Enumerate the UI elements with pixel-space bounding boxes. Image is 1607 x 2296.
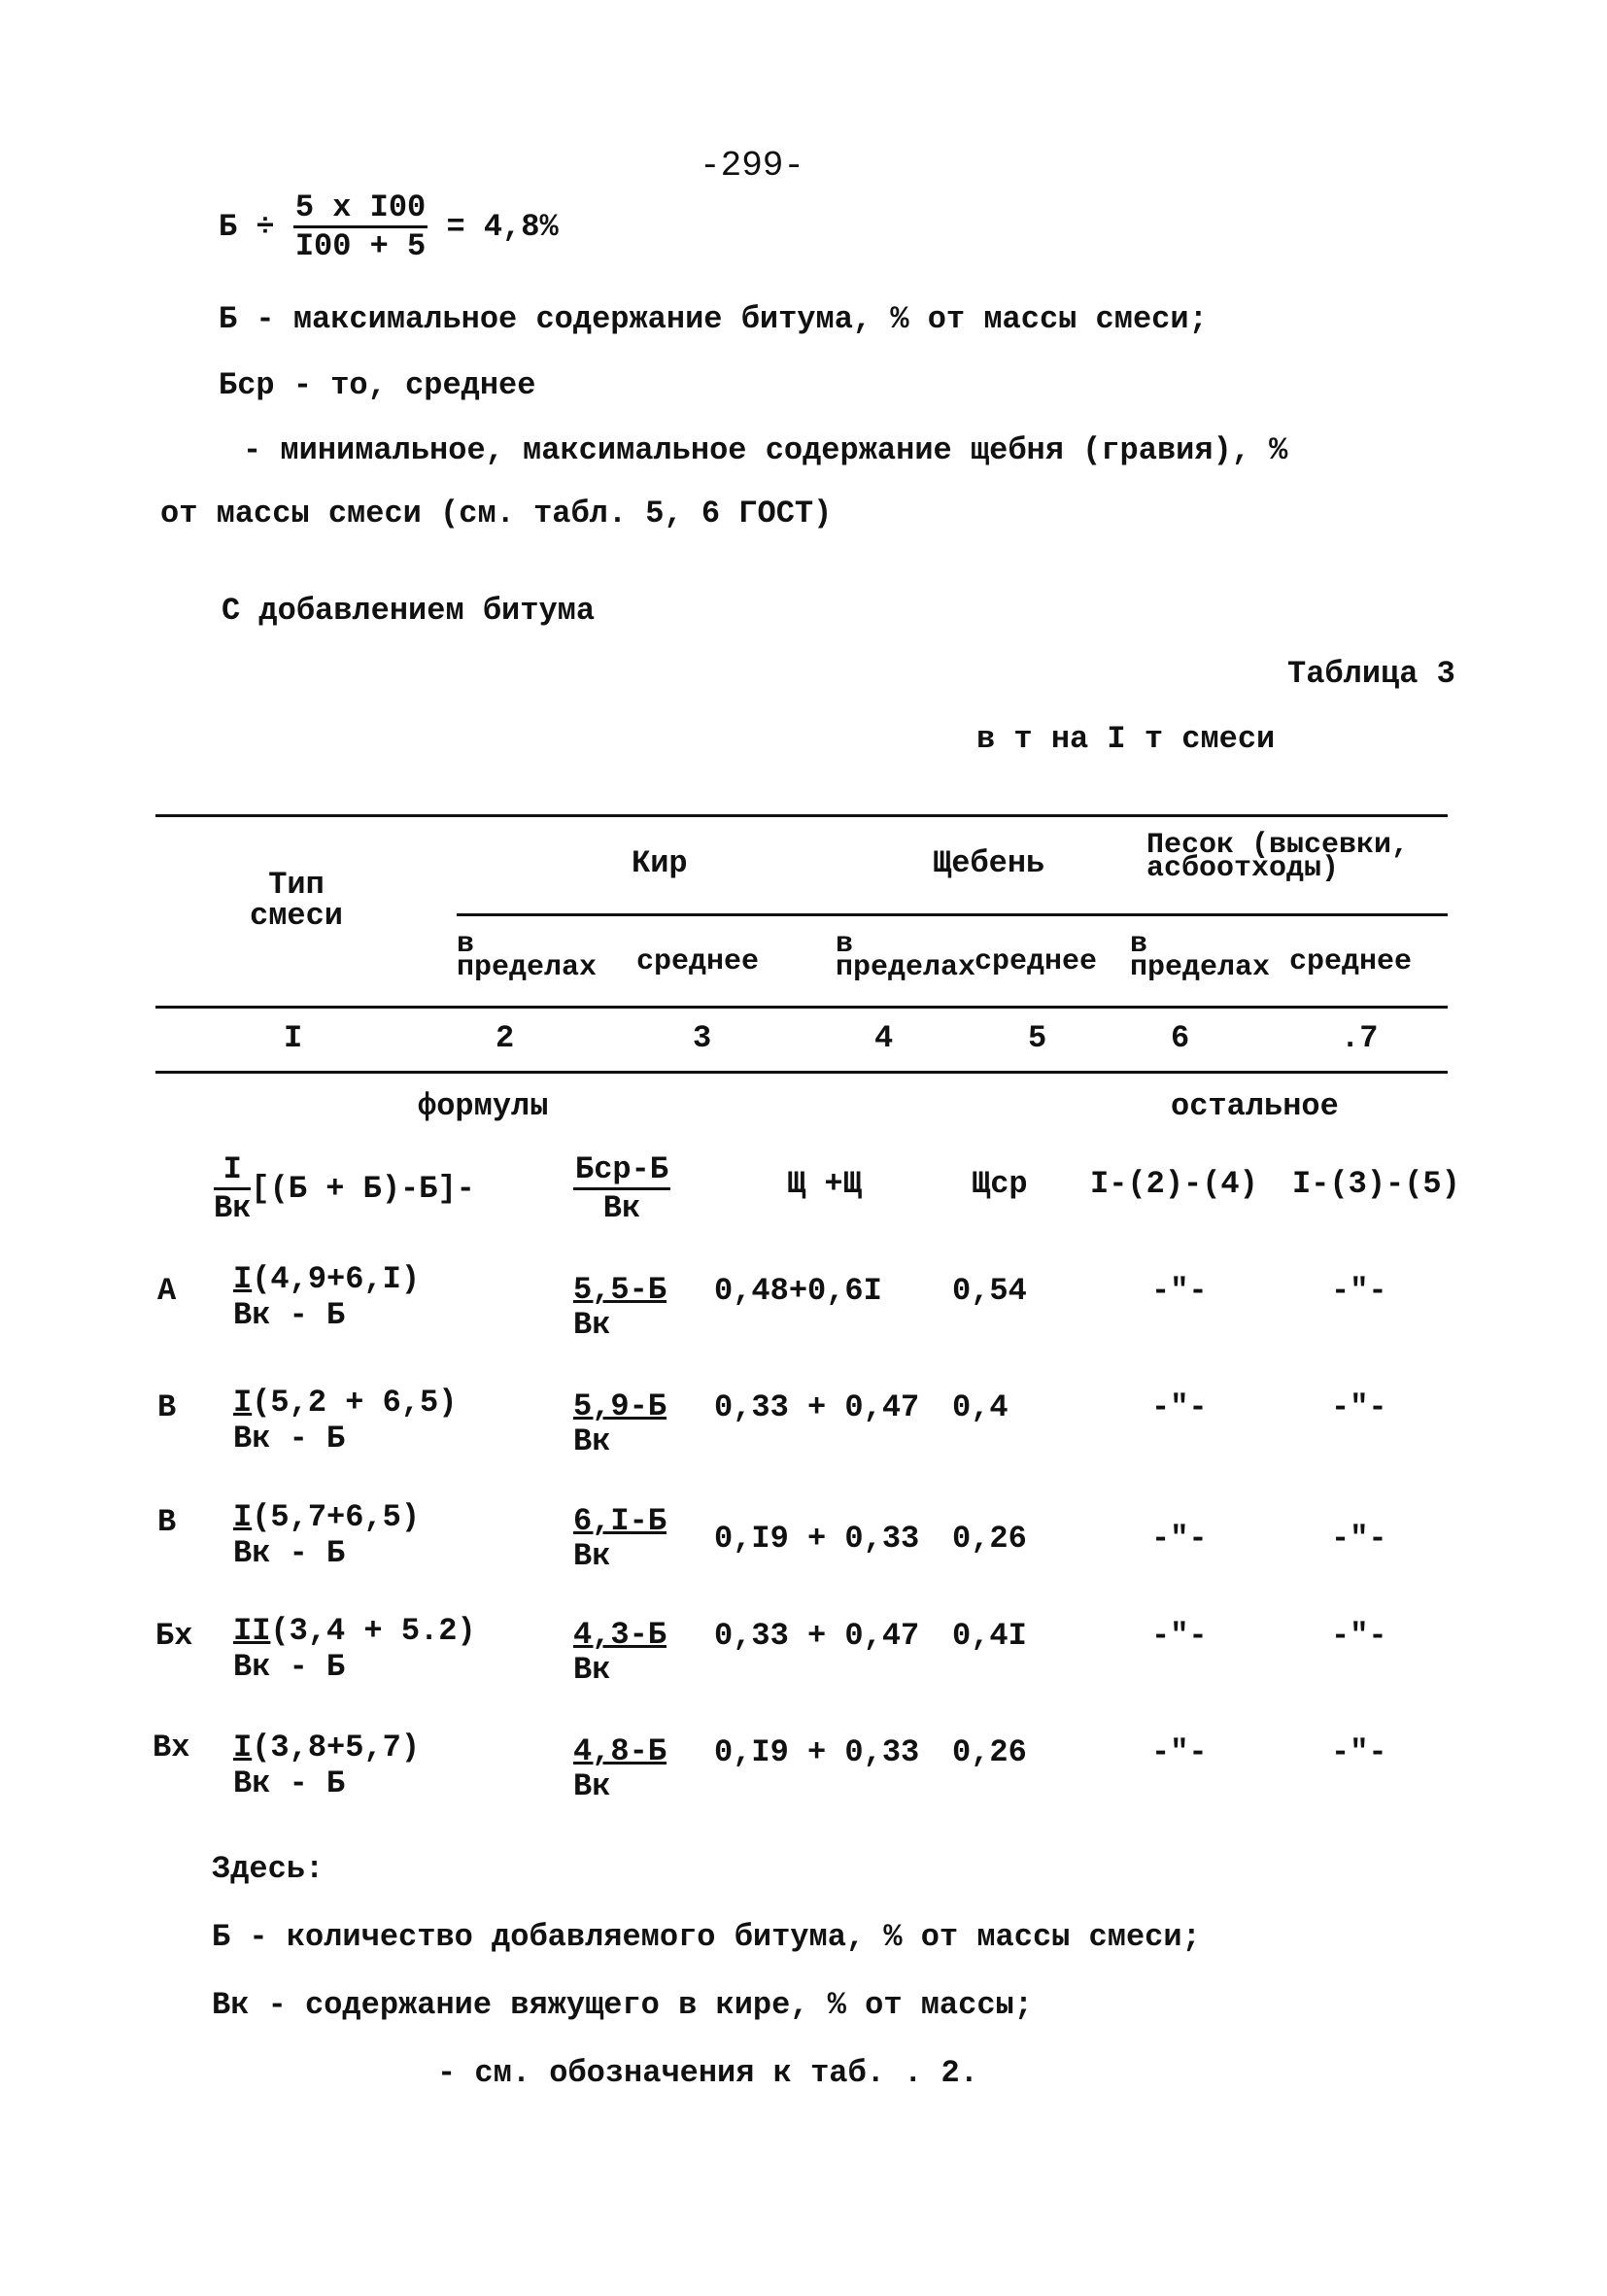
general-c2-den: Вк bbox=[214, 1190, 252, 1226]
general-c3 bbox=[573, 1151, 670, 1226]
row-den: Вк - Б bbox=[233, 1297, 346, 1333]
row-c5: 0,4 bbox=[952, 1389, 1009, 1425]
row-c4: 0,48+0,6I bbox=[714, 1273, 882, 1309]
row-c3-den: Вк bbox=[573, 1307, 611, 1343]
row-c5: 0,54 bbox=[952, 1273, 1027, 1309]
table-top-rule bbox=[155, 814, 1448, 817]
row-paren: (4,9+6,I) bbox=[252, 1261, 421, 1297]
header-sand-avg: среднее bbox=[1289, 945, 1413, 978]
row-c4: 0,33 + 0,47 bbox=[714, 1618, 920, 1654]
row-type: В bbox=[157, 1389, 177, 1425]
row-type: Бх bbox=[155, 1618, 193, 1654]
row-c7: -"- bbox=[1331, 1618, 1387, 1654]
row-paren: (5,2 + 6,5) bbox=[252, 1385, 458, 1421]
header-gravel-range bbox=[836, 928, 976, 984]
row-c7: -"- bbox=[1331, 1734, 1387, 1770]
row-formula bbox=[233, 1613, 476, 1685]
header-gravel: Щебень bbox=[933, 845, 1045, 881]
general-c2-fraction bbox=[214, 1151, 251, 1226]
row-c3 bbox=[573, 1734, 667, 1804]
row-num: I bbox=[233, 1499, 253, 1535]
definition-b: Б - максимальное содержание битума, % от массы смеси; bbox=[219, 301, 1208, 337]
col-number-4: 4 bbox=[874, 1020, 894, 1056]
formula-lhs: Б ÷ bbox=[219, 208, 275, 245]
row-paren: (5,7+6,5) bbox=[252, 1499, 421, 1535]
row-paren: (3,8+5,7) bbox=[252, 1730, 421, 1765]
formula-denominator: I00 + 5 bbox=[294, 228, 427, 264]
definition-bsr: Бср - то, среднее bbox=[219, 367, 536, 403]
general-c6: I-(2)-(4) bbox=[1090, 1166, 1258, 1202]
header-kir-range bbox=[457, 928, 598, 984]
header-sand-label: Песок (высевки, асбоотходы) bbox=[1146, 829, 1410, 885]
header-bottom-rule bbox=[155, 1006, 1448, 1009]
row-c6: -"- bbox=[1151, 1618, 1208, 1654]
row-c3-num: 5,9-Б bbox=[573, 1388, 667, 1424]
row-formula bbox=[233, 1261, 420, 1333]
row-c3 bbox=[573, 1273, 667, 1343]
row-c6: -"- bbox=[1151, 1389, 1208, 1425]
header-type bbox=[243, 867, 350, 934]
general-c2-rest: [(Б + Б)-Б]- bbox=[251, 1170, 475, 1207]
row-num: I bbox=[233, 1730, 253, 1765]
row-c3 bbox=[573, 1618, 667, 1688]
row-c4: 0,I9 + 0,33 bbox=[714, 1521, 920, 1557]
header-kir: Кир bbox=[632, 845, 688, 881]
header-sand-range-label: в пределах bbox=[1130, 928, 1271, 984]
header-gravel-avg: среднее bbox=[974, 945, 1098, 978]
formula-numerator: 5 x I00 bbox=[293, 189, 427, 228]
row-c4: 0,I9 + 0,33 bbox=[714, 1734, 920, 1770]
col-number-1: I bbox=[284, 1020, 303, 1056]
row-c3-num: 5,5-Б bbox=[573, 1272, 667, 1308]
col-number-2: 2 bbox=[496, 1020, 515, 1056]
row-c5: 0,4I bbox=[952, 1618, 1027, 1654]
header-gravel-range-label: в пределах bbox=[836, 928, 976, 984]
header-sand-range bbox=[1130, 928, 1271, 984]
formulas-label: формулы bbox=[418, 1088, 549, 1124]
row-den: Вк - Б bbox=[233, 1535, 346, 1571]
row-c7: -"- bbox=[1331, 1273, 1387, 1309]
note-b: Б - количество добавляемого битума, % от массы смеси; bbox=[212, 1919, 1201, 1955]
row-c3-den: Вк bbox=[573, 1423, 611, 1459]
row-type: А bbox=[157, 1273, 177, 1309]
general-c2-num: I bbox=[214, 1151, 251, 1190]
definition-gravel: - минимальное, максимальное содержание щебня (гравия), % bbox=[243, 432, 1288, 468]
note-vk: Вк - содержание вяжущего в кире, % от массы; bbox=[212, 1987, 1033, 2023]
row-num: I bbox=[233, 1261, 253, 1297]
notes-title: Здесь: bbox=[212, 1851, 325, 1887]
formula-fraction bbox=[293, 189, 427, 264]
row-c6: -"- bbox=[1151, 1734, 1208, 1770]
general-c3-fraction bbox=[573, 1151, 670, 1226]
row-c3-num: 4,8-Б bbox=[573, 1733, 667, 1769]
subheader-rule bbox=[457, 913, 1448, 916]
numbers-bottom-rule bbox=[155, 1071, 1448, 1074]
row-formula bbox=[233, 1499, 420, 1571]
row-type: В bbox=[157, 1504, 177, 1540]
units-note: в т на I т смеси bbox=[976, 721, 1276, 757]
general-c3-den: Вк bbox=[602, 1190, 641, 1226]
row-den: Вк - Б bbox=[233, 1765, 346, 1801]
row-den: Вк - Б bbox=[233, 1421, 346, 1456]
row-c3 bbox=[573, 1504, 667, 1574]
row-c6: -"- bbox=[1151, 1521, 1208, 1557]
header-kir-range-label: в пределах bbox=[457, 928, 598, 984]
row-c7: -"- bbox=[1331, 1389, 1387, 1425]
row-c3 bbox=[573, 1389, 667, 1459]
row-c5: 0,26 bbox=[952, 1734, 1027, 1770]
general-c5: Щср bbox=[972, 1166, 1028, 1202]
row-c3-den: Вк bbox=[573, 1768, 611, 1804]
general-c4: Щ +Щ bbox=[787, 1166, 862, 1202]
general-row bbox=[214, 1151, 475, 1226]
row-c3-den: Вк bbox=[573, 1652, 611, 1688]
row-num: II bbox=[233, 1613, 271, 1649]
row-paren: (3,4 + 5.2) bbox=[270, 1613, 476, 1649]
header-kir-avg: среднее bbox=[636, 945, 760, 978]
section-title: С добавлением битума bbox=[222, 593, 596, 629]
row-c4: 0,33 + 0,47 bbox=[714, 1389, 920, 1425]
row-c3-num: 4,3-Б bbox=[573, 1617, 667, 1653]
row-c3-num: 6,I-Б bbox=[573, 1503, 667, 1539]
row-num: I bbox=[233, 1385, 253, 1421]
formula-rhs: = 4,8% bbox=[446, 208, 559, 245]
col-number-3: 3 bbox=[693, 1020, 712, 1056]
row-c6: -"- bbox=[1151, 1273, 1208, 1309]
row-c3-den: Вк bbox=[573, 1538, 611, 1574]
header-type-label: Тип смеси bbox=[249, 867, 343, 934]
general-c7: I-(3)-(5) bbox=[1292, 1166, 1460, 1202]
row-c7: -"- bbox=[1331, 1521, 1387, 1557]
col-number-5: 5 bbox=[1028, 1020, 1047, 1056]
header-sand bbox=[1146, 829, 1457, 885]
table-label: Таблица 3 bbox=[1287, 656, 1455, 692]
top-formula bbox=[219, 189, 559, 264]
general-c3-num: Бср-Б bbox=[573, 1151, 670, 1190]
page-number: -299- bbox=[700, 146, 805, 186]
col-number-6: 6 bbox=[1171, 1020, 1190, 1056]
row-c5: 0,26 bbox=[952, 1521, 1027, 1557]
row-den: Вк - Б bbox=[233, 1649, 346, 1685]
definition-gravel-cont: от массы смеси (см. табл. 5, 6 ГОСТ) bbox=[160, 496, 833, 531]
note-see-table: - см. обозначения к таб. . 2. bbox=[437, 2055, 978, 2091]
row-formula bbox=[233, 1730, 420, 1801]
row-type: Вх bbox=[153, 1730, 190, 1765]
col-number-7: .7 bbox=[1341, 1020, 1379, 1056]
rest-label: остальное bbox=[1171, 1088, 1339, 1124]
row-formula bbox=[233, 1385, 457, 1456]
